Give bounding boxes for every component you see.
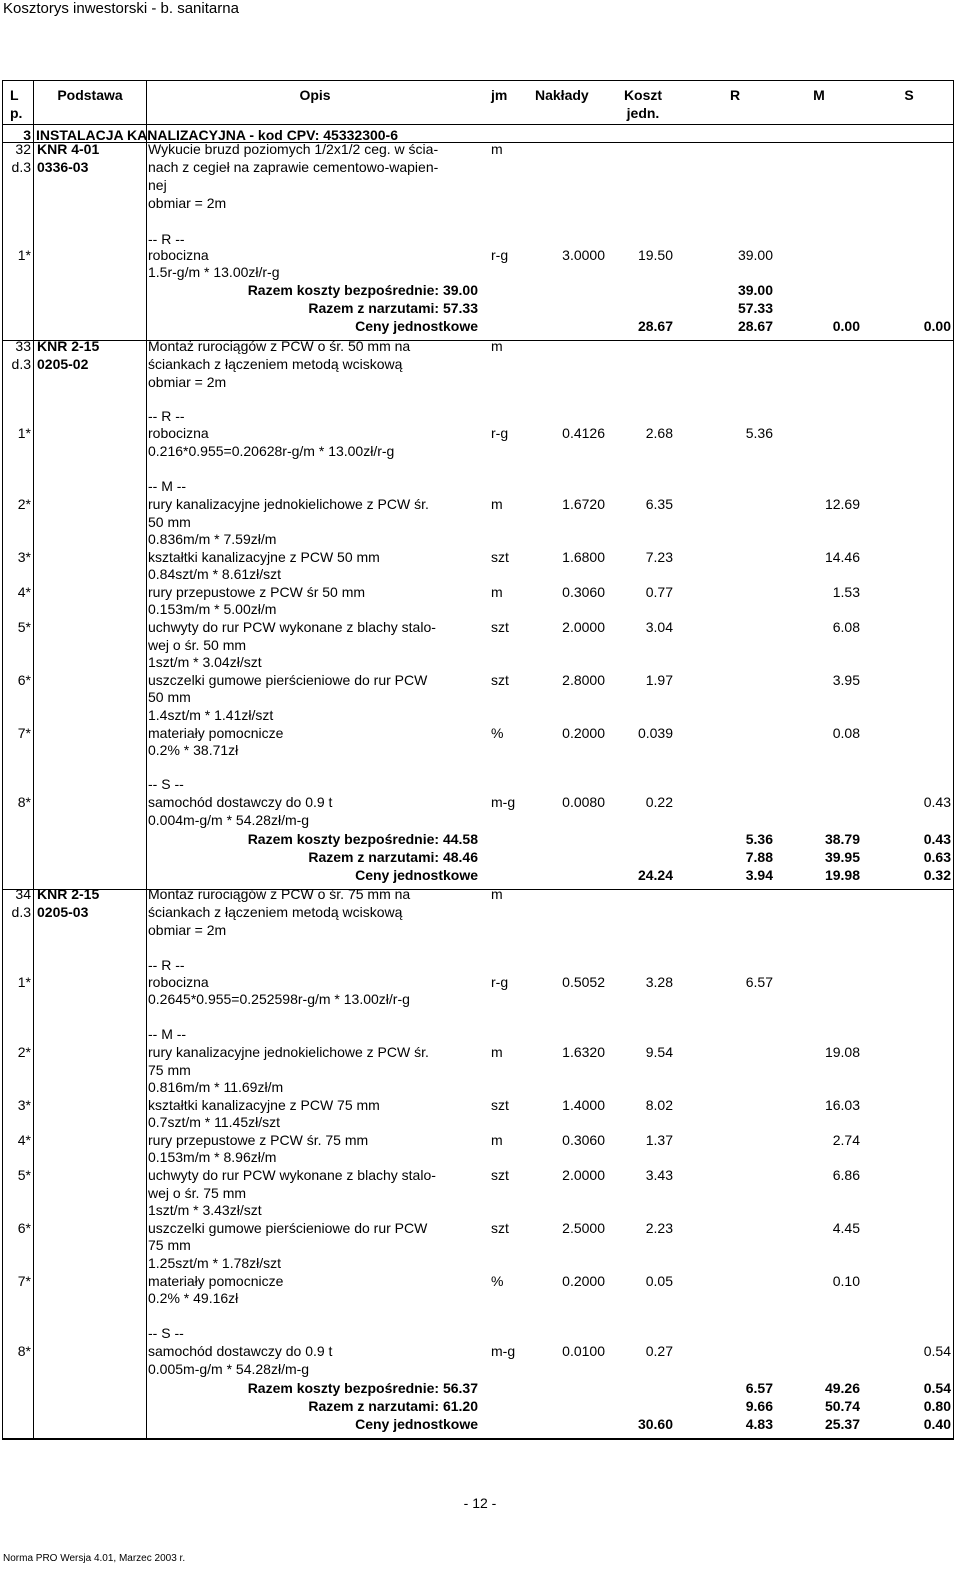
cell-m: 38.79: [824, 831, 860, 847]
cell-opis: 0.2645*0.955=0.252598r-g/m * 13.00zł/r-g: [148, 991, 410, 1007]
cell-naklady: 0.3060: [562, 1132, 605, 1148]
cell-m: 12.69: [824, 496, 860, 512]
cell-opis: -- M --: [148, 478, 187, 494]
cell-opis: 0.005m-g/m * 54.28zł/m-g: [148, 1361, 310, 1377]
cell-naklady: 0.3060: [562, 584, 605, 600]
cell-opis: ściankach z łączeniem metodą wciskową: [148, 904, 403, 920]
cell-jm: r-g: [491, 974, 509, 990]
cell-podstawa: KNR 4-01: [37, 141, 100, 157]
cell-koszt: 0.22: [645, 794, 673, 810]
cell-opis: 0.153m/m * 5.00zł/m: [148, 601, 277, 617]
cell-lp: 1*: [17, 974, 31, 990]
cell-koszt: 7.23: [645, 549, 673, 565]
cell-naklady: 1.4000: [562, 1097, 605, 1113]
header-lp-2: p.: [10, 105, 23, 121]
cell-koszt: 8.02: [645, 1097, 673, 1113]
cell-m: 6.08: [832, 619, 860, 635]
cell-jm: r-g: [491, 425, 509, 441]
cell-opis: -- S --: [148, 1325, 184, 1341]
cell-opis: uszczelki gumowe pierścieniowe do rur PCW: [148, 1220, 428, 1236]
cell-opis: samochód dostawczy do 0.9 t: [148, 1343, 333, 1359]
header-jm: jm: [491, 87, 508, 103]
cell-koszt: 3.04: [645, 619, 673, 635]
cell-naklady: 1.6800: [562, 549, 605, 565]
cell-lp: 33: [15, 338, 31, 354]
cell-opis: 75 mm: [148, 1062, 191, 1078]
cell-koszt: 30.60: [637, 1416, 673, 1432]
cell-opis: ściankach z łączeniem metodą wciskową: [148, 356, 403, 372]
cell-m: 19.98: [824, 867, 860, 883]
cell-s: 0.00: [923, 318, 951, 334]
cell-m: 49.26: [824, 1380, 860, 1396]
cell-jm: m: [491, 886, 503, 902]
cell-ropis: Razem koszty bezpośrednie: 56.37: [247, 1380, 478, 1396]
cell-koszt: 0.039: [637, 725, 673, 741]
cell-m: 50.74: [824, 1398, 860, 1414]
cell-lp: 2*: [17, 1044, 31, 1060]
cell-lp: 3*: [17, 1097, 31, 1113]
cell-koszt: 2.68: [645, 425, 673, 441]
cell-opis: rury kanalizacyjne jednokielichowe z PCW śr.: [148, 496, 429, 512]
cell-koszt: 0.27: [645, 1343, 673, 1359]
cell-opis: nej: [148, 177, 167, 193]
cell-r: 9.66: [745, 1398, 773, 1414]
cell-m: 3.95: [832, 672, 860, 688]
cell-naklady: 1.6720: [562, 496, 605, 512]
cell-s: 0.43: [923, 831, 951, 847]
header-podstawa: Podstawa: [57, 87, 123, 103]
cell-jm: r-g: [491, 247, 509, 263]
software-version: Norma PRO Wersja 4.01, Marzec 2003 r.: [3, 1553, 186, 1564]
cell-lp: 6*: [17, 1220, 31, 1236]
cell-r: 5.36: [745, 831, 773, 847]
cell-opis: 0.816m/m * 11.69zł/m: [148, 1079, 284, 1095]
cell-naklady: 0.4126: [562, 425, 605, 441]
cell-jm: szt: [491, 1167, 509, 1183]
cell-opis: 75 mm: [148, 1237, 191, 1253]
cell-lp: 6*: [17, 672, 31, 688]
cell-naklady: 1.6320: [562, 1044, 605, 1060]
cell-ropis: Razem koszty bezpośrednie: 44.58: [247, 831, 478, 847]
cell-r: 28.67: [737, 318, 773, 334]
cell-s: 0.63: [923, 849, 951, 865]
cell-r: 7.88: [745, 849, 773, 865]
cell-r: 57.33: [737, 300, 773, 316]
cost-table: [2, 80, 954, 1440]
cell-s: 0.54: [923, 1380, 951, 1396]
col-divider-podstawa: [146, 81, 147, 1439]
cell-lp: 1*: [17, 425, 31, 441]
cell-naklady: 2.0000: [562, 1167, 605, 1183]
cell-lp: 32: [15, 141, 31, 157]
cell-m: 16.03: [824, 1097, 860, 1113]
cell-ropis: Ceny jednostkowe: [355, 867, 478, 883]
cell-jm: m-g: [491, 794, 516, 810]
cell-s: 0.43: [923, 794, 951, 810]
cell-opis: 0.836m/m * 7.59zł/m: [148, 531, 277, 547]
header-s: S: [904, 87, 914, 103]
cell-naklady: 0.0080: [562, 794, 605, 810]
header-r: R: [729, 87, 741, 103]
cell-opis: obmiar = 2m: [148, 374, 227, 390]
cell-podstawa: 0336-03: [37, 159, 89, 175]
header-m: M: [813, 87, 825, 103]
cell-s: 0.54: [923, 1343, 951, 1359]
cell-ropis: Razem z narzutami: 61.20: [308, 1398, 478, 1414]
header-naklady: Nakłady: [535, 87, 589, 103]
cell-opis: -- M --: [148, 1026, 187, 1042]
cell-ropis: Razem z narzutami: 48.46: [308, 849, 478, 865]
cell-jm: m: [491, 338, 503, 354]
cell-opis: 0.216*0.955=0.20628r-g/m * 13.00zł/r-g: [148, 443, 395, 459]
cell-jm: m: [491, 141, 503, 157]
cell-lp: 8*: [17, 1343, 31, 1359]
cell-lp: 4*: [17, 584, 31, 600]
cell-naklady: 0.5052: [562, 974, 605, 990]
cell-lp: 5*: [17, 619, 31, 635]
cell-opis: rury przepustowe z PCW śr 50 mm: [148, 584, 366, 600]
cell-ropis: Ceny jednostkowe: [355, 1416, 478, 1432]
cell-opis: uchwyty do rur PCW wykonane z blachy stalo-: [148, 619, 436, 635]
cell-opis: uchwyty do rur PCW wykonane z blachy stalo-: [148, 1167, 436, 1183]
cell-opis: 1szt/m * 3.04zł/szt: [148, 654, 262, 670]
cell-podstawa: 0205-03: [37, 904, 89, 920]
cell-naklady: 0.2000: [562, 1273, 605, 1289]
cell-r: 6.57: [745, 974, 773, 990]
cell-koszt: 3.43: [645, 1167, 673, 1183]
cell-opis: uszczelki gumowe pierścieniowe do rur PCW: [148, 672, 428, 688]
cell-opis: 1.4szt/m * 1.41zł/szt: [148, 707, 274, 723]
cell-opis: rury przepustowe z PCW śr. 75 mm: [148, 1132, 369, 1148]
cell-r: 39.00: [737, 282, 773, 298]
row-divider: [3, 340, 953, 341]
row-divider: [3, 889, 953, 890]
cell-opis: 1szt/m * 3.43zł/szt: [148, 1202, 262, 1218]
cell-opis: Montaż rurociągów z PCW o śr. 50 mm na: [148, 338, 411, 354]
cell-opis: 0.004m-g/m * 54.28zł/m-g: [148, 812, 310, 828]
cell-opis: 1.25szt/m * 1.78zł/szt: [148, 1255, 282, 1271]
section-title: INSTALACJA KANALIZACYJNA - kod CPV: 45332300-6: [36, 127, 399, 143]
row-divider: [3, 1438, 953, 1439]
cell-jm: m: [491, 1044, 503, 1060]
cell-lp: 34: [15, 886, 31, 902]
cell-jm: m: [491, 584, 503, 600]
document-title: Kosztorys inwestorski - b. sanitarna: [3, 0, 239, 17]
cell-opis: obmiar = 2m: [148, 922, 227, 938]
header-divider: [3, 124, 953, 125]
cell-naklady: 0.0100: [562, 1343, 605, 1359]
cell-jm: m-g: [491, 1343, 516, 1359]
header-opis: Opis: [299, 87, 331, 103]
cell-r: 4.83: [745, 1416, 773, 1432]
cell-m: 2.74: [832, 1132, 860, 1148]
cell-opis: rury kanalizacyjne jednokielichowe z PCW śr.: [148, 1044, 429, 1060]
cell-koszt: 28.67: [637, 318, 673, 334]
page-number: - 12 -: [463, 1495, 497, 1511]
cell-opis: wej o śr. 75 mm: [148, 1185, 247, 1201]
cell-opis: 0.2% * 49.16zł: [148, 1290, 239, 1306]
cell-opis: kształtki kanalizacyjne z PCW 50 mm: [148, 549, 380, 565]
cell-s: 0.40: [923, 1416, 951, 1432]
col-divider-lp: [33, 81, 34, 1439]
cell-opis: robocizna: [148, 247, 209, 263]
cell-opis: nach z cegieł na zaprawie cementowo-wapien-: [148, 159, 439, 175]
cell-jm: szt: [491, 619, 509, 635]
cell-jm: szt: [491, 1097, 509, 1113]
cell-jm: szt: [491, 1220, 509, 1236]
cell-koszt: 3.28: [645, 974, 673, 990]
cell-koszt: 19.50: [637, 247, 673, 263]
cell-opis: 1.5r-g/m * 13.00zł/r-g: [148, 264, 280, 280]
cell-ropis: Razem z narzutami: 57.33: [308, 300, 478, 316]
cell-r: 39.00: [737, 247, 773, 263]
cell-s: 0.32: [923, 867, 951, 883]
cell-naklady: 2.5000: [562, 1220, 605, 1236]
cell-koszt: 0.77: [645, 584, 673, 600]
header-koszt-jedn: jedn.: [626, 105, 660, 121]
cell-opis: 0.2% * 38.71zł: [148, 742, 239, 758]
cell-m: 0.00: [832, 318, 860, 334]
cell-lp: d.3: [11, 159, 31, 175]
cell-m: 14.46: [824, 549, 860, 565]
header-koszt: Koszt: [623, 87, 663, 103]
cell-lp: 4*: [17, 1132, 31, 1148]
cell-m: 0.08: [832, 725, 860, 741]
cell-opis: 0.7szt/m * 11.45zł/szt: [148, 1114, 281, 1130]
cell-opis: materiały pomocnicze: [148, 1273, 284, 1289]
cell-lp: 7*: [17, 1273, 31, 1289]
cell-koszt: 9.54: [645, 1044, 673, 1060]
cell-lp: 5*: [17, 1167, 31, 1183]
cell-opis: -- R --: [148, 957, 185, 973]
cell-m: 1.53: [832, 584, 860, 600]
cell-naklady: 3.0000: [562, 247, 605, 263]
cell-jm: szt: [491, 672, 509, 688]
cell-podstawa: KNR 2-15: [37, 338, 100, 354]
cell-r: 3.94: [745, 867, 773, 883]
cell-koszt: 1.37: [645, 1132, 673, 1148]
cell-m: 25.37: [824, 1416, 860, 1432]
header-lp: L: [10, 87, 19, 103]
cell-s: 0.80: [923, 1398, 951, 1414]
cell-opis: -- R --: [148, 231, 185, 247]
cell-opis: wej o śr. 50 mm: [148, 637, 247, 653]
cell-jm: %: [491, 725, 504, 741]
cell-podstawa: KNR 2-15: [37, 886, 100, 902]
cell-opis: robocizna: [148, 974, 209, 990]
cell-opis: 50 mm: [148, 689, 191, 705]
cell-m: 0.10: [832, 1273, 860, 1289]
cell-ropis: Ceny jednostkowe: [355, 318, 478, 334]
cell-lp: 7*: [17, 725, 31, 741]
cell-lp: 2*: [17, 496, 31, 512]
cell-opis: 0.84szt/m * 8.61zł/szt: [148, 566, 282, 582]
cell-jm: szt: [491, 549, 509, 565]
cell-lp: 3*: [17, 549, 31, 565]
cell-m: 6.86: [832, 1167, 860, 1183]
cell-r: 5.36: [745, 425, 773, 441]
cell-opis: -- S --: [148, 776, 184, 792]
cell-m: 4.45: [832, 1220, 860, 1236]
cell-lp: d.3: [11, 356, 31, 372]
cell-opis: robocizna: [148, 425, 209, 441]
cell-opis: kształtki kanalizacyjne z PCW 75 mm: [148, 1097, 380, 1113]
cell-naklady: 2.8000: [562, 672, 605, 688]
cell-m: 19.08: [824, 1044, 860, 1060]
cell-opis: 50 mm: [148, 514, 191, 530]
cell-opis: -- R --: [148, 408, 185, 424]
cell-m: 39.95: [824, 849, 860, 865]
cell-ropis: Razem koszty bezpośrednie: 39.00: [247, 282, 478, 298]
section-number: 3: [23, 127, 31, 143]
cell-jm: %: [491, 1273, 504, 1289]
cell-lp: 1*: [17, 247, 31, 263]
cell-jm: m: [491, 1132, 503, 1148]
cell-r: 6.57: [745, 1380, 773, 1396]
cell-lp: d.3: [11, 904, 31, 920]
cell-koszt: 24.24: [637, 867, 673, 883]
cell-koszt: 1.97: [645, 672, 673, 688]
cell-koszt: 6.35: [645, 496, 673, 512]
cell-opis: materiały pomocnicze: [148, 725, 284, 741]
cell-naklady: 2.0000: [562, 619, 605, 635]
cell-podstawa: 0205-02: [37, 356, 89, 372]
cell-koszt: 0.05: [645, 1273, 673, 1289]
cell-opis: obmiar = 2m: [148, 195, 227, 211]
cell-opis: Montaż rurociągów z PCW o śr. 75 mm na: [148, 886, 411, 902]
cell-lp: 8*: [17, 794, 31, 810]
cell-jm: m: [491, 496, 503, 512]
cell-koszt: 2.23: [645, 1220, 673, 1236]
cell-naklady: 0.2000: [562, 725, 605, 741]
cell-opis: 0.153m/m * 8.96zł/m: [148, 1149, 277, 1165]
cell-opis: Wykucie bruzd poziomych 1/2x1/2 ceg. w ścia-: [148, 141, 439, 157]
cell-opis: samochód dostawczy do 0.9 t: [148, 794, 333, 810]
